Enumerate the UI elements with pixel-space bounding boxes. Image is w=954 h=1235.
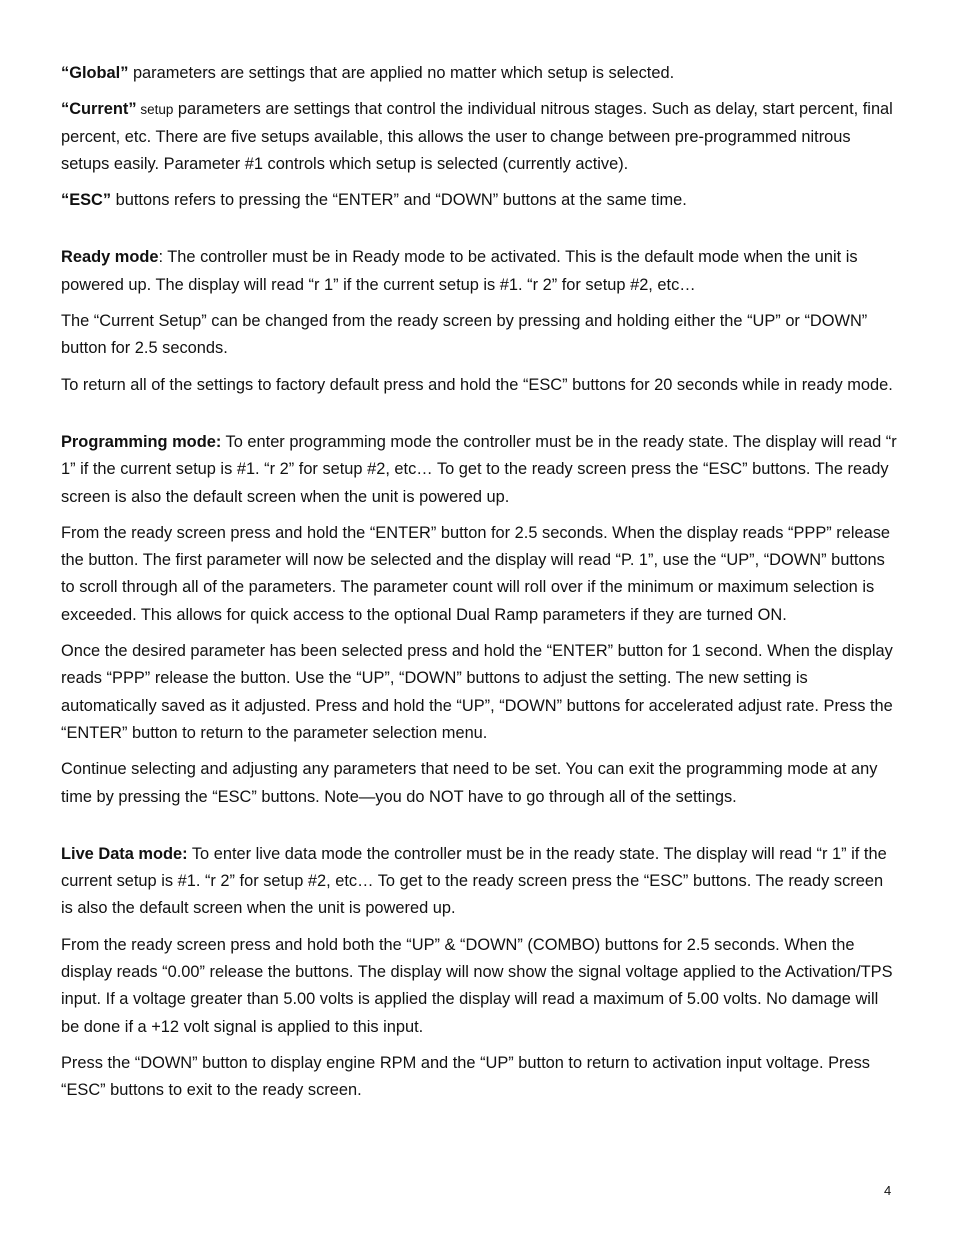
programming-mode-intro-text: To enter programming mode the controller must be in the ready state. The display will read “r 1” if the current setup is #1. “r 2” for setup #2, etc… To get to the ready screen press the “ESC” buttons. The ready screen is also the default screen when the unit is powered up. — [61, 432, 897, 506]
page-number: 4 — [884, 1183, 892, 1198]
term-esc: “ESC” — [61, 191, 112, 210]
ready-mode-intro-text: : The controller must be in Ready mode to be activated. This is the default mode when the unit is powered up. The display will read “r 1” if the current setup is #1. “r 2” for setup #2, etc… — [61, 248, 858, 294]
ready-mode-heading: Ready mode — [61, 248, 159, 267]
programming-mode-paragraph: Continue selecting and adjusting any parameters that need to be set. You can exit the programming mode at any time by pressing the “ESC” buttons. Note—you do NOT have to go through all of the settings. — [61, 760, 878, 806]
programming-mode-heading: Programming mode: — [61, 432, 222, 451]
definition-current-text: parameters are settings that control the individual nitrous stages. Such as delay, start percent, final percent, etc. There are five setups available, this allows the user to change between pre-programmed nitrous setups easily. Parameter #1 controls which setup is selected (currently active). — [61, 100, 893, 173]
live-data-mode-paragraph: From the ready screen press and hold both the “UP” & “DOWN” (COMBO) buttons for 2.5 seconds. When the display reads “0.00” release the buttons. The display will now show the signal voltage applied to the Activation/TPS input. If a voltage greater than 5.00 volts is applied the display will read a maximum of 5.00 volts. No damage will be done if a +12 volt signal is applied to this input. — [61, 935, 893, 1036]
programming-mode-paragraph: From the ready screen press and hold the “ENTER” button for 2.5 seconds. When the display reads “PPP” release the button. The first parameter will now be selected and the display will read “P. 1”, use the “UP”, “DOWN” buttons to scroll through all of the parameters. The parameter count will roll over if the minimum or maximum selection is exceeded. This allows for quick access to the optional Dual Ramp parameters if they are turned ON. — [61, 523, 891, 624]
term-current-small-word: setup — [136, 102, 174, 118]
definition-global — [61, 60, 899, 87]
definition-global-text: parameters are settings that are applied no matter which setup is selected. — [128, 64, 675, 82]
ready-mode-paragraph: The “Current Setup” can be changed from the ready screen by pressing and holding either the “UP” or “DOWN” button for 2.5 seconds. — [61, 312, 868, 358]
ready-mode-paragraph: To return all of the settings to factory default press and hold the “ESC” buttons for 20 seconds while in ready mode. — [61, 375, 893, 394]
document-page — [61, 60, 899, 1114]
definition-current — [61, 96, 899, 178]
term-current: “Current” — [61, 100, 137, 119]
ready-mode-intro — [61, 244, 899, 299]
definition-esc-text: buttons refers to pressing the “ENTER” and “DOWN” buttons at the same time. — [111, 191, 687, 210]
programming-mode-intro — [61, 429, 899, 511]
live-data-mode-intro — [61, 841, 899, 923]
term-global: “Global” — [61, 64, 129, 82]
live-data-mode-intro-text: To enter live data mode the controller must be in the ready state. The display will read “r 1” if the current setup is #1. “r 2” for setup #2, etc… To get to the ready screen press the “ESC” buttons. The ready screen is also the default screen when the unit is powered up. — [61, 844, 887, 918]
live-data-mode-heading: Live Data mode: — [61, 844, 188, 863]
programming-mode-paragraph: Once the desired parameter has been selected press and hold the “ENTER” button for 1 second. When the display reads “PPP” release the button. Use the “UP”, “DOWN” buttons to adjust the setting. The new setting is automatically saved as it adjusted. Press and hold the “UP”, “DOWN” buttons for accelerated adjust rate. Press the “ENTER” button to return to the parameter selection menu. — [61, 642, 893, 742]
live-data-mode-paragraph: Press the “DOWN” button to display engine RPM and the “UP” button to return to activation input voltage. Press “ESC” buttons to exit to the ready screen. — [61, 1053, 870, 1100]
definition-esc — [61, 187, 899, 214]
